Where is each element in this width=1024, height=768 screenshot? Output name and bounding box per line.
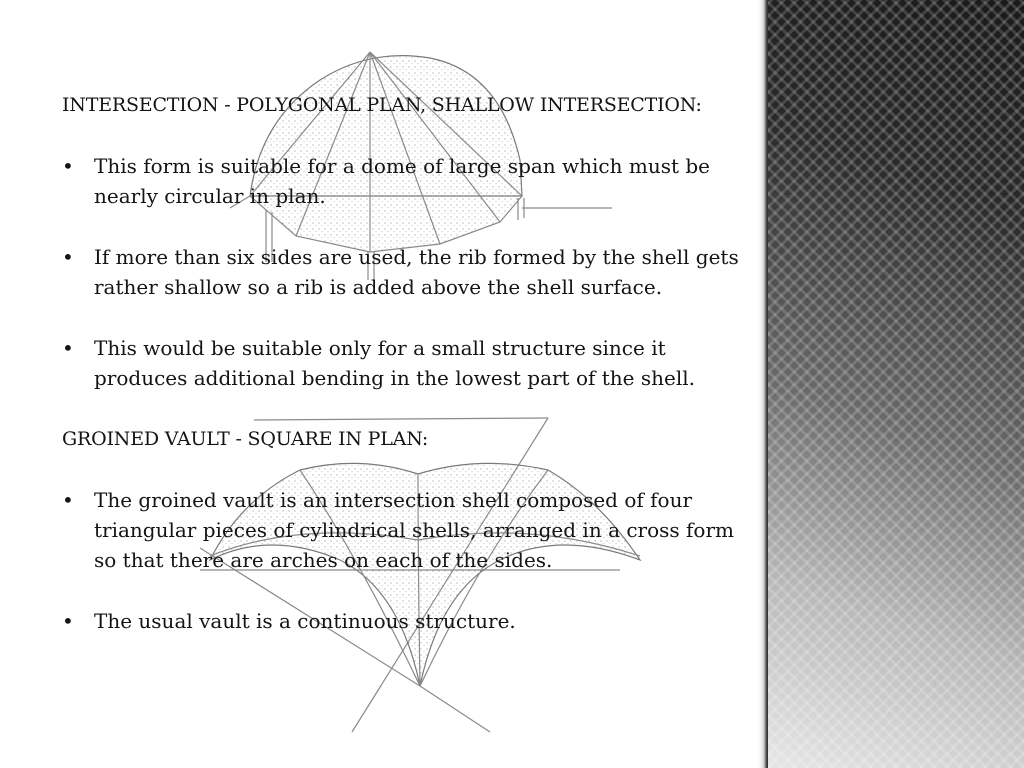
bullet-text: The groined vault is an intersection shell composed of four triangular pieces of cylindrical shells, arranged in a cross form so that there are arches on each of the sides. <box>94 488 734 572</box>
panel-divider <box>757 0 768 768</box>
bullet-text: If more than six sides are used, the rib formed by the shell gets rather shallow so a rib is added above the shell surface. <box>94 245 739 299</box>
bullet-text: This form is suitable for a dome of large span which must be nearly circular in plan. <box>94 154 711 208</box>
decorative-carbon-panel <box>768 0 1024 768</box>
bullet-text: The usual vault is a continuous structure. <box>94 609 516 633</box>
bullet-item <box>62 606 752 636</box>
groined-vault-bullets <box>62 485 752 636</box>
slide-text <box>62 90 752 636</box>
bullet-marker: • <box>62 245 74 269</box>
heading-groined-vault: GROINED VAULT - SQUARE IN PLAN: <box>62 428 429 450</box>
bullet-marker: • <box>62 488 74 512</box>
bullet-marker: • <box>62 154 74 178</box>
bullet-marker: • <box>62 336 74 360</box>
bullet-item <box>62 485 752 575</box>
bullet-item <box>62 242 752 302</box>
heading-polygonal-plan: INTERSECTION - POLYGONAL PLAN, SHALLOW INTERSECTION: <box>62 94 702 116</box>
bullet-item <box>62 151 752 211</box>
bullet-marker: • <box>62 609 74 633</box>
bullet-item <box>62 333 752 393</box>
polygonal-plan-bullets <box>62 151 752 393</box>
bullet-text: This would be suitable only for a small structure since it produces additional bending in the lowest part of the shell. <box>94 336 695 390</box>
